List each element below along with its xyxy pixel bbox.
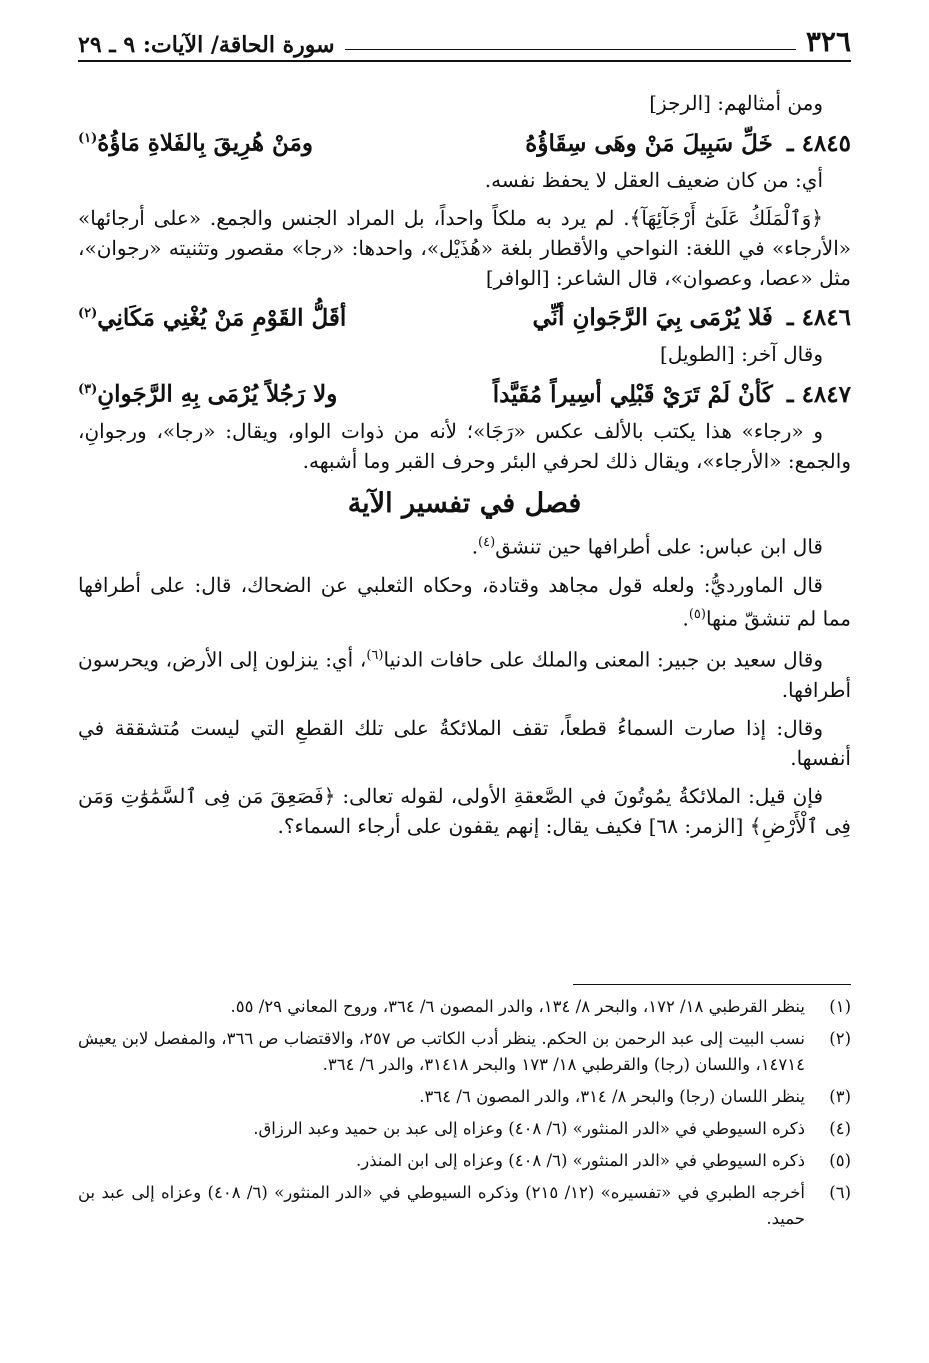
paragraph: وقال: إذا صارت السماءُ قطعاً، تقف الملائكةُ على تلك القطعِ التي ليست مُتشققة في أنفسها. xyxy=(78,715,851,770)
verse-hemistich-second xyxy=(78,373,425,412)
running-title: سورة الحاقة/ الآيات: ٩ ـ ٢٩ xyxy=(78,32,335,58)
page-number: ٣٢٦ xyxy=(805,25,851,58)
footnotes xyxy=(78,994,851,1238)
verse-hemistich-second xyxy=(78,122,425,161)
footnote-separator xyxy=(573,984,851,985)
verse-number: ٤٨٤٥ ـ xyxy=(786,129,851,157)
verse-hemistich-text: ومَنْ هُرِيقَ بِالفَلاةِ مَاؤُهُ xyxy=(97,129,313,157)
footnote-text: ينظر اللسان (رجا) والبحر ٨/ ٣١٤، والدر المصون ٦/ ٣٦٤. xyxy=(419,1087,805,1106)
verse-hemistich-second xyxy=(78,297,425,336)
footnote-number: (٢) xyxy=(829,1029,851,1048)
footnote-text: ذكره السيوطي في «الدر المنثور» (٦/ ٤٠٨) وعزاه إلى ابن المنذر. xyxy=(356,1151,805,1170)
footnote-number: (٣) xyxy=(829,1087,851,1106)
footnote-text: أخرجه الطبري في «تفسيره» (١٢/ ٢١٥) وذكره السيوطي في «الدر المنثور» (٦/ ٤٠٨) وعزاه إلى عبد بن حميد. xyxy=(78,1183,805,1228)
footnote-ref[interactable]: (٣) xyxy=(77,382,98,398)
footnote xyxy=(78,1180,851,1232)
paragraph: ومن أمثالهم: [الرجز] xyxy=(649,91,823,115)
paragraph: فإن قيل: الملائكةُ يمُوتُونَ في الصَّعقةِ الأولى، لقوله تعالى: ﴿فَصَعِقَ مَن فِى ٱلسَّمَٰوَٰتِ وَمَن فِى ٱلْأَرْضِ﴾ [الزمر: ٦٨] فكيف يقال: إنهم يقفون على أرجاء السماء؟. xyxy=(78,783,851,838)
paragraph-end: . xyxy=(471,534,479,559)
section-heading: فصل في تفسير الآية xyxy=(347,487,582,519)
poetry-verse xyxy=(78,297,851,336)
footnote-number: (٤) xyxy=(829,1119,851,1138)
footnote-number: (١) xyxy=(829,997,851,1016)
verse-hemistich-first: فَلا يُرْمَى بِيَ الرَّجَوانِ أنِّي xyxy=(532,304,773,332)
paragraph xyxy=(78,641,851,705)
footnote xyxy=(78,1148,851,1174)
verse-hemistich-first: كَأنْ لَمْ تَرَيْ قَبْلِي أسِيراً مُقَيَّداً xyxy=(492,380,773,408)
verse-number: ٤٨٤٧ ـ xyxy=(786,380,851,408)
footnote-text: ينظر القرطبي ١٨/ ١٧٢، والبحر ٨/ ١٣٤، والدر المصون ٦/ ٣٦٤، وروح المعاني ٢٩/ ٥٥. xyxy=(230,997,805,1016)
page-header xyxy=(78,20,851,56)
paragraph-text: وقال سعيد بن جبير: المعنى والملك على حافات الدنيا xyxy=(383,647,824,672)
verse-hemistich-first: خَلِّ سَبِيلَ مَنْ وهَى سِقَاؤُهُ xyxy=(525,129,773,157)
footnote-text: نسب البيت إلى عبد الرحمن بن الحكم. ينظر أدب الكاتب ص ٢٥٧، والاقتضاب ص ٣٦٦، والمفصل لابن يعيش ١٤٧١٤، واللسان (رجا) والقرطبي ١٨/ ١٧٣ والبحر ٣١٤١٨، والدر ٦/ ٣٦٤. xyxy=(78,1029,805,1074)
footnote-ref[interactable]: (٦) xyxy=(366,648,384,664)
header-rule xyxy=(78,60,851,62)
paragraph: ﴿وَٱلْمَلَكُ عَلَىٰٓ أَرْجَآئِهَآ﴾. لم يرد به ملكاً واحداً، بل المراد الجنس والجمع. «على أرجائها» «الأرجاء» في اللغة: النواحي والأقطار بلغة «هُذَيْل»، واحدها: «رجا» مقصور وتثنيته «رجوان»، مثل «عصا، وعصوان»، قال الشاعر: [الوافر] xyxy=(78,205,851,290)
paragraph-text: ، أي: ينزلون إلى الأرض، ويحرسون أطرافها. xyxy=(78,647,851,702)
footnote xyxy=(78,1116,851,1142)
verse-hemistich-text: أقَلُّ القَوْمِ مَنْ يُغْنِي مَكَانِي xyxy=(97,304,347,332)
poetry-verse xyxy=(78,373,851,412)
footnote-ref[interactable]: (٢) xyxy=(77,305,98,321)
footnote-ref[interactable]: (٥) xyxy=(688,606,706,622)
footnote xyxy=(78,1084,851,1110)
verse-hemistich-text: ولا رَجُلاً يُرْمَى بِهِ الرَّجَوانِ xyxy=(97,380,338,408)
footnote xyxy=(78,1026,851,1078)
footnote-number: (٥) xyxy=(829,1151,851,1170)
footnote-text: ذكره السيوطي في «الدر المنثور» (٦/ ٤٠٨) وعزاه إلى عبد بن حميد وعبد الرزاق. xyxy=(253,1119,805,1138)
paragraph xyxy=(78,570,851,634)
paragraph xyxy=(78,528,851,562)
paragraph-end: . xyxy=(682,606,689,631)
header-line xyxy=(345,49,796,50)
paragraph-text: قال الماورديُّ: ولعله قول مجاهد وقتادة، وحكاه الثعلبي عن الضحاك، قال: على أطرافها مما لم تنشقّ منها xyxy=(78,572,851,631)
poetry-verse xyxy=(78,122,851,161)
book-page xyxy=(78,0,851,1363)
paragraph-text: قال ابن عباس: على أطرافها حين تنشق xyxy=(495,534,823,559)
paragraph: أي: من كان ضعيف العقل لا يحفظ نفسه. xyxy=(484,167,823,192)
footnote-number: (٦) xyxy=(829,1183,851,1202)
footnote-ref[interactable]: (١) xyxy=(77,131,98,146)
footnote-ref[interactable]: (٤) xyxy=(478,534,496,550)
paragraph: وقال آخر: [الطويل] xyxy=(660,342,823,367)
verse-number: ٤٨٤٦ ـ xyxy=(786,304,851,332)
paragraph: و «رجاء» هذا يكتب بالألف عكس «رَجَا»؛ لأنه من ذوات الواو، ويقال: «رجا»، ورجوانِ، والجمع: «الأرجاء»، ويقال ذلك لحرفي البئر وحرف القبر وما أشبهه. xyxy=(78,418,851,473)
main-text xyxy=(78,88,851,841)
footnote xyxy=(78,994,851,1020)
